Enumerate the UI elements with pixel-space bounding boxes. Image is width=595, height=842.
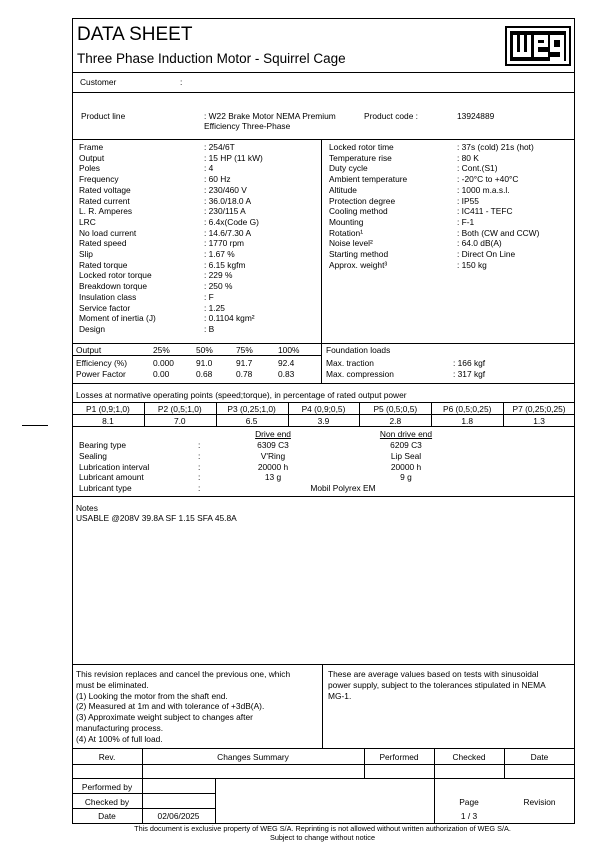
spec-label: Altitude xyxy=(329,184,357,195)
spec-label: Design xyxy=(79,323,106,334)
product-line-value-2: Efficiency Three-Phase xyxy=(204,121,291,131)
bearing-de: 13 g xyxy=(264,472,282,483)
spec-label: Rated current xyxy=(79,195,130,206)
footnote-line: must be eliminated. xyxy=(76,679,149,690)
spec-value: : 6.15 kgfm xyxy=(204,259,246,270)
spec-label: Cooling method xyxy=(329,206,388,217)
bearing-nde: 9 g xyxy=(400,472,412,483)
bearing-colon: : xyxy=(198,440,201,450)
losses-value: 1.8 xyxy=(461,416,474,426)
notes-text: USABLE @208V 39.8A SF 1.15 SFA 45.8A xyxy=(76,513,237,523)
spec-value: : 1000 m.a.s.l. xyxy=(457,184,510,195)
product-code-label: Product code : xyxy=(364,111,419,121)
footnote-line: manufacturing process. xyxy=(76,723,164,733)
spec-value: : Direct On Line xyxy=(457,249,516,259)
rev-header: Rev. xyxy=(98,752,116,762)
spec-label: Noise level² xyxy=(329,238,373,249)
non-drive-end-header: Non drive end xyxy=(379,429,433,439)
customer-label: Customer xyxy=(80,77,117,87)
spec-value: : Cont.(S1) xyxy=(457,163,498,174)
customer-colon: : xyxy=(180,77,183,87)
spec-label: Mounting xyxy=(329,216,364,227)
bearing-nde: 6209 C3 xyxy=(390,440,422,450)
losses-value: 3.9 xyxy=(317,416,330,426)
spec-label: Rated torque xyxy=(79,259,128,270)
bearing-de: 20000 h xyxy=(257,461,289,472)
losses-header: P3 (0,25;1,0) xyxy=(227,404,276,414)
page-value: 1 / 3 xyxy=(460,811,478,821)
revision-label: Revision xyxy=(523,797,556,807)
bearing-label: Lubricant amount xyxy=(79,472,144,483)
weg-logo xyxy=(505,26,571,66)
product-code-value: 13924889 xyxy=(457,111,495,121)
spec-value: : F xyxy=(204,291,214,302)
footnote-line: (2) Measured at 1m and with tolerance of +3dB(A). xyxy=(76,701,265,712)
spec-value: : 150 kg xyxy=(457,259,487,270)
perf-header: 75% xyxy=(236,345,253,355)
spec-label: Protection degree xyxy=(329,195,396,206)
losses-header: P1 (0,9;1,0) xyxy=(86,404,130,414)
perf-cell: 91.7 xyxy=(236,358,253,368)
spec-value: : 1.67 % xyxy=(204,249,235,259)
bearing-de: V'Ring xyxy=(260,450,286,461)
spec-label: Approx. weight³ xyxy=(329,259,388,270)
spec-value: : 4 xyxy=(204,163,214,174)
perf-cell: 0.83 xyxy=(278,369,295,379)
spec-label: No load current xyxy=(79,227,137,238)
spec-value: : 6.4x(Code G) xyxy=(204,216,259,227)
spec-value: : 250 % xyxy=(204,281,233,292)
margin-mark xyxy=(22,425,48,426)
spec-label: Rated voltage xyxy=(79,184,131,195)
spec-label: Rated speed xyxy=(79,238,127,249)
spec-value: : 254/6T xyxy=(204,142,235,152)
footnote-line: (4) At 100% of full load. xyxy=(76,733,163,744)
spec-value: : -20°C to +40°C xyxy=(457,174,519,185)
spec-label: Moment of inertia (J) xyxy=(79,313,156,324)
spec-value: : B xyxy=(204,323,215,334)
spec-value: : IP55 xyxy=(457,195,479,206)
foundation-label: Max. compression xyxy=(326,369,394,379)
footnote-line: power supply, subject to the tolerances stipulated in NEMA xyxy=(328,679,546,690)
perf-cell: 0.00 xyxy=(153,369,170,379)
bearing-nde: 20000 h xyxy=(390,461,422,472)
spec-value: : 1770 rpm xyxy=(204,238,245,249)
date-header: Date xyxy=(530,752,549,762)
footnote-line: (3) Approximate weight subject to changes after xyxy=(76,712,253,723)
bearing-nde: Lip Seal xyxy=(390,450,422,461)
spec-label: Duty cycle xyxy=(329,163,368,174)
spec-value: : 15 HP (11 kW) xyxy=(204,152,263,163)
spec-label: Breakdown torque xyxy=(79,281,147,292)
footnote-line: This revision replaces and cancel the previous one, which xyxy=(76,669,291,679)
spec-value: : 14.6/7.30 A xyxy=(204,227,252,238)
losses-value: 8.1 xyxy=(102,416,114,426)
footnote-line: MG-1. xyxy=(328,690,352,701)
perf-row-label: Efficiency (%) xyxy=(76,358,128,368)
losses-header: P6 (0,5;0,25) xyxy=(442,404,492,414)
perf-header: 100% xyxy=(278,345,300,355)
lubricant-type-label: Lubricant type xyxy=(79,483,132,493)
losses-header: P7 (0,25;0,25) xyxy=(512,404,566,414)
perf-cell: 92.4 xyxy=(278,358,295,368)
spec-value: : 37s (cold) 21s (hot) xyxy=(457,142,534,152)
foundation-value: : 317 kgf xyxy=(453,369,486,379)
bearing-label: Lubrication interval xyxy=(79,461,150,472)
losses-value: 1.3 xyxy=(533,416,545,426)
spec-label: Service factor xyxy=(79,302,131,313)
spec-label: Locked rotor torque xyxy=(79,270,152,281)
spec-value: : 60 Hz xyxy=(204,174,231,185)
losses-header: P5 (0,5;0,5) xyxy=(373,404,418,414)
spec-value: : 80 K xyxy=(457,152,479,163)
losses-value: 7.0 xyxy=(173,416,186,426)
perf-header: 25% xyxy=(153,345,170,355)
changes-summary-header: Changes Summary xyxy=(217,752,289,762)
spec-label: LRC xyxy=(79,216,96,227)
foundation-title: Foundation loads xyxy=(326,345,391,355)
perf-cell: 0.68 xyxy=(196,369,213,379)
perf-header: 50% xyxy=(196,345,213,355)
drive-end-header: Drive end xyxy=(255,429,291,439)
losses-value: 2.8 xyxy=(389,416,402,426)
date-label: Date xyxy=(98,811,116,821)
footnote-line: (1) Looking the motor from the shaft end. xyxy=(76,690,228,701)
spec-label: Slip xyxy=(79,249,93,259)
page-title: DATA SHEET xyxy=(77,24,193,45)
lubricant-type-value: Mobil Polyrex EM xyxy=(310,483,376,493)
performed-header: Performed xyxy=(379,752,419,762)
foundation-label: Max. traction xyxy=(326,358,374,368)
losses-title: Losses at normative operating points (speed;torque), in percentage of rated output power xyxy=(76,390,407,400)
losses-value: 6.5 xyxy=(245,416,258,426)
perf-cell: 0.000 xyxy=(153,358,174,368)
product-line-label: Product line xyxy=(81,111,126,121)
bearing-label: Bearing type xyxy=(79,440,127,450)
spec-label: Frequency xyxy=(79,174,119,185)
spec-label: Insulation class xyxy=(79,291,137,302)
spec-value: : 36.0/18.0 A xyxy=(204,195,252,206)
spec-label: L. R. Amperes xyxy=(79,206,133,217)
perf-cell: 0.78 xyxy=(236,369,253,379)
page-label: Page xyxy=(459,797,479,807)
bearing-colon: : xyxy=(198,461,201,472)
spec-value: : 64.0 dB(A) xyxy=(457,238,502,249)
losses-header: P4 (0,9;0,5) xyxy=(301,404,346,414)
checked-header: Checked xyxy=(452,752,486,762)
lubricant-type-colon: : xyxy=(198,483,201,493)
bearing-de: 6309 C3 xyxy=(257,440,289,450)
spec-label: Starting method xyxy=(329,249,389,259)
spec-value: : 230/115 A xyxy=(204,206,246,217)
spec-label: Poles xyxy=(79,163,100,174)
product-line-value: : W22 Brake Motor NEMA Premium xyxy=(204,111,336,121)
page-subtitle: Three Phase Induction Motor - Squirrel Cage xyxy=(77,51,346,66)
spec-value: : 0.1104 kgm² xyxy=(204,313,255,324)
foundation-value: : 166 kgf xyxy=(453,358,486,368)
spec-value: : IC411 - TEFC xyxy=(457,206,513,217)
footer-line-1: This document is exclusive property of WEG S/A. Reprinting is not allowed without written authorization of WEG S/A. xyxy=(134,824,511,833)
perf-row-label: Power Factor xyxy=(76,369,126,379)
performed-by-label: Performed by xyxy=(81,782,133,792)
footer-line-2: Subject to change without notice xyxy=(269,833,376,842)
checked-by-label: Checked by xyxy=(84,797,130,807)
spec-value: : 230/460 V xyxy=(204,184,247,195)
spec-label: Rotation¹ xyxy=(329,227,363,238)
spec-label: Temperature rise xyxy=(329,152,392,163)
perf-cell: 91.0 xyxy=(196,358,213,368)
spec-label: Output xyxy=(79,152,105,163)
date-value: 02/06/2025 xyxy=(157,811,200,821)
footnote-line: These are average values based on tests with sinusoidal xyxy=(328,669,539,679)
bearing-colon: : xyxy=(198,450,201,461)
spec-label: Frame xyxy=(79,142,104,152)
notes-title: Notes xyxy=(76,503,98,513)
spec-value: : Both (CW and CCW) xyxy=(457,227,540,238)
spec-label: Locked rotor time xyxy=(329,142,394,152)
spec-value: : 1.25 xyxy=(204,302,225,313)
bearing-colon: : xyxy=(198,472,201,483)
perf-header: Output xyxy=(76,345,102,355)
spec-label: Ambient temperature xyxy=(329,174,408,185)
spec-value: : F-1 xyxy=(457,216,475,227)
losses-header: P2 (0,5;1,0) xyxy=(157,404,202,414)
spec-value: : 229 % xyxy=(204,270,233,281)
bearing-label: Sealing xyxy=(79,450,107,461)
